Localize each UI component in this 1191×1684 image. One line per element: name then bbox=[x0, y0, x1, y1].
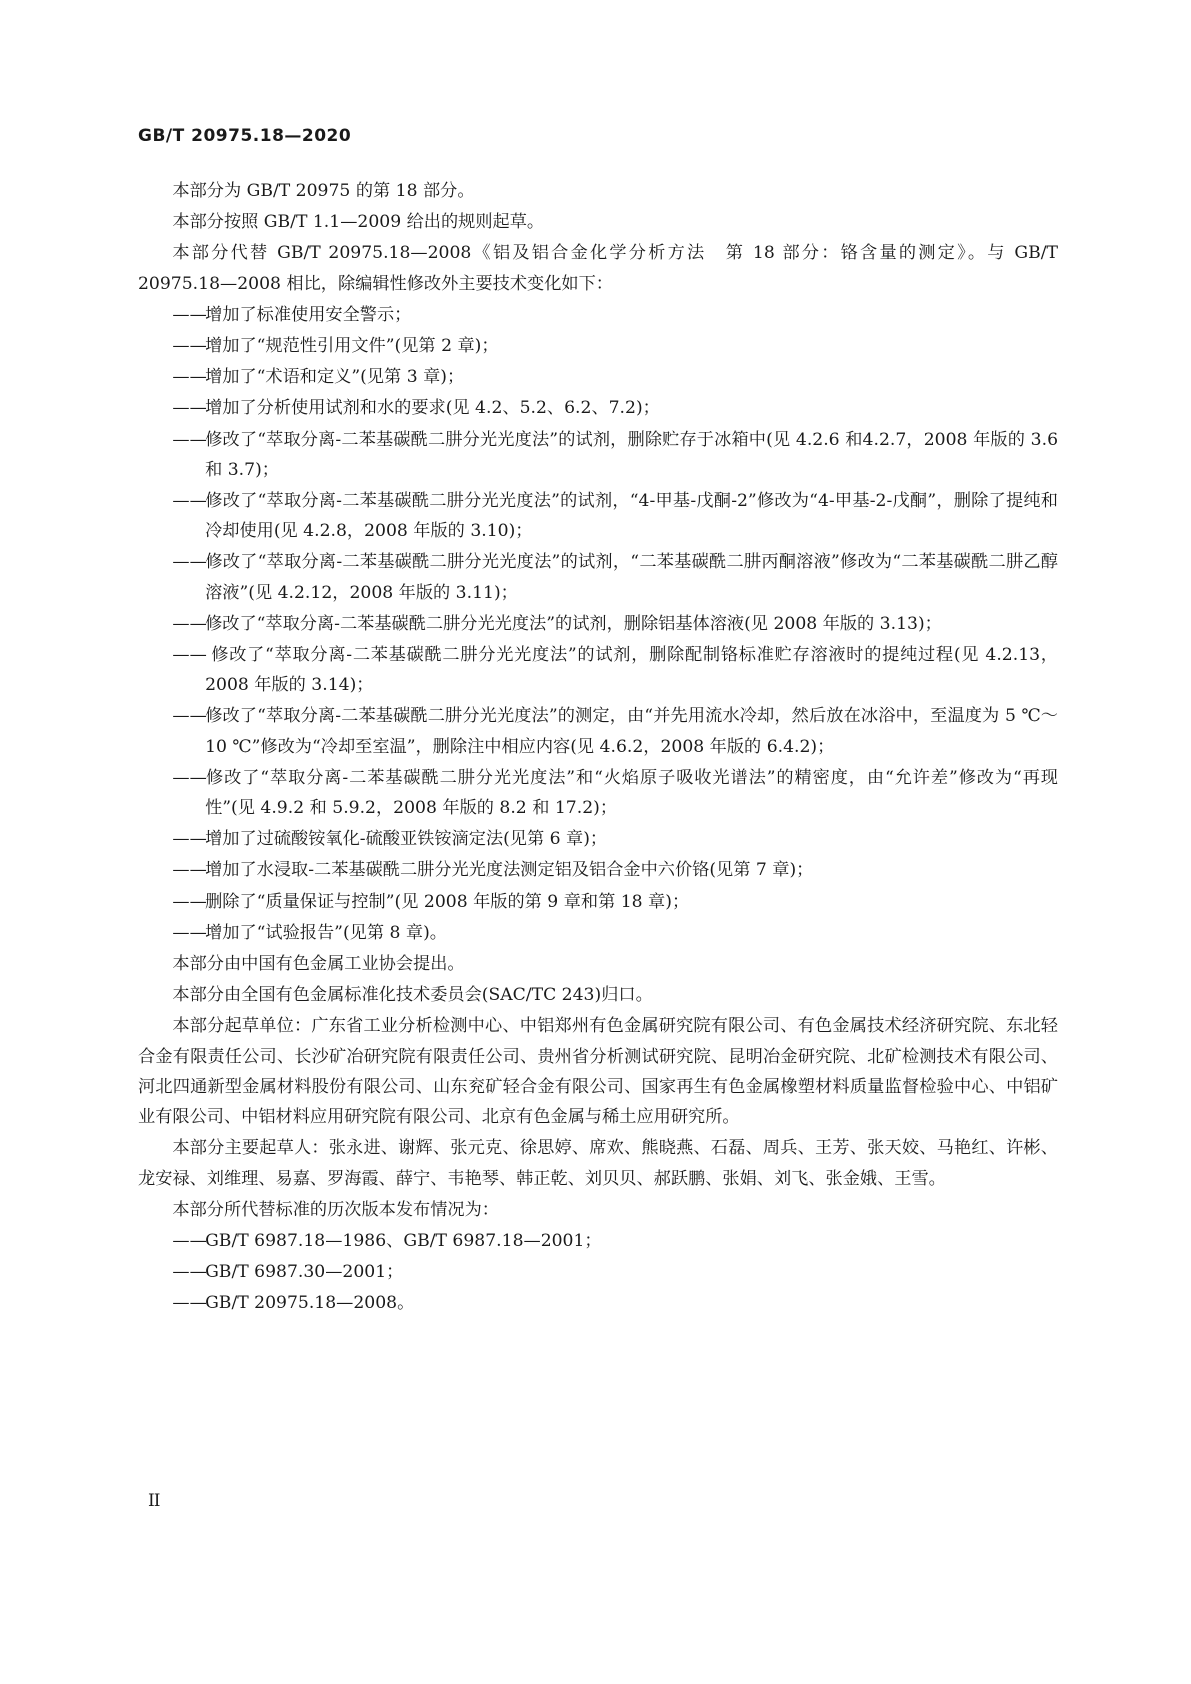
list-item-text: 增加了水浸取-二苯基碳酰二肼分光光度法测定铝及铝合金中六价铬(见第 7 章)； bbox=[205, 860, 814, 881]
list-item bbox=[138, 701, 1058, 761]
paragraph-replacement-statement: 本部分代替 GB/T 20975.18—2008《铝及铝合金化学分析方法 第 18 部分：铬含量的测定》。与 GB/T 20975.18—2008 相比，除编辑性修改外主要技术变化如下： bbox=[138, 243, 1058, 294]
paragraph-proposer: 本部分由中国有色金属工业协会提出。 bbox=[172, 954, 465, 975]
paragraph-history-intro: 本部分所代替标准的历次版本发布情况为： bbox=[172, 1199, 499, 1220]
list-dash: —— bbox=[172, 1230, 207, 1251]
list-item-text: 增加了“试验报告”(见第 8 章)。 bbox=[205, 922, 447, 943]
list-dash: —— bbox=[172, 398, 207, 419]
list-item bbox=[138, 393, 1058, 423]
list-dash: —— bbox=[172, 645, 207, 666]
list-item bbox=[138, 1226, 1058, 1256]
list-dash: —— bbox=[172, 367, 207, 388]
list-dash: —— bbox=[172, 336, 207, 357]
paragraph-technical-committee: 本部分由全国有色金属标准化技术委员会(SAC/TC 243)归口。 bbox=[172, 985, 653, 1006]
list-item-text: 增加了标准使用安全警示； bbox=[205, 304, 412, 325]
list-item bbox=[138, 824, 1058, 854]
list-item bbox=[138, 918, 1058, 948]
technical-changes-list bbox=[138, 300, 1058, 948]
list-item bbox=[138, 425, 1058, 485]
list-item-text: 修改了“萃取分离-二苯基碳酰二肼分光光度法”的试剂，删除铝基体溶液(见 2008 年版的 3.13)； bbox=[205, 613, 942, 634]
paragraph-drafting-organizations: 本部分起草单位：广东省工业分析检测中心、中铝郑州有色金属研究院有限公司、有色金属技术经济研究院、东北轻合金有限责任公司、长沙矿冶研究院有限责任公司、贵州省分析测试研究院、昆明冶金研究院、北矿检测技术有限公司、河北四通新型金属材料股份有限公司、山东兖矿轻合金有限公司、国家再生有色金属橡塑材料质量监督检验中心、中铝矿业有限公司、中铝材料应用研究院有限公司、北京有色金属与稀土应用研究所。 bbox=[138, 1016, 1058, 1128]
list-item bbox=[138, 300, 1058, 330]
list-dash: —— bbox=[172, 304, 207, 325]
list-item bbox=[138, 1288, 1058, 1318]
list-dash: —— bbox=[172, 829, 207, 850]
list-dash: —— bbox=[172, 429, 207, 450]
list-dash: —— bbox=[172, 860, 207, 881]
list-item-text: GB/T 6987.30—2001； bbox=[205, 1262, 404, 1283]
list-item bbox=[138, 1257, 1058, 1287]
list-dash: —— bbox=[172, 1262, 207, 1283]
list-item-text: 修改了“萃取分离-二苯基碳酰二肼分光光度法”的试剂，删除贮存于冰箱中(见 4.2.6 和4.2.7，2008 年版的 3.6 和 3.7)； bbox=[205, 429, 1058, 480]
list-item bbox=[138, 763, 1058, 823]
list-item-text: GB/T 20975.18—2008。 bbox=[205, 1293, 415, 1314]
list-item-text: 增加了“规范性引用文件”(见第 2 章)； bbox=[205, 336, 499, 357]
list-dash: —— bbox=[172, 613, 207, 634]
list-dash: —— bbox=[172, 922, 207, 943]
list-dash: —— bbox=[172, 1293, 207, 1314]
list-item bbox=[138, 609, 1058, 639]
list-item-text: 修改了“萃取分离-二苯基碳酰二肼分光光度法”的试剂，删除配制铬标准贮存溶液时的提纯过程(见 4.2.13，2008 年版的 3.14)； bbox=[205, 645, 1058, 696]
list-dash: —— bbox=[172, 491, 207, 512]
list-item bbox=[138, 331, 1058, 361]
list-item-text: 删除了“质量保证与控制”(见 2008 年版的第 9 章和第 18 章)； bbox=[205, 891, 690, 912]
list-item bbox=[138, 855, 1058, 885]
list-item bbox=[138, 486, 1058, 546]
list-item bbox=[138, 547, 1058, 607]
list-dash: —— bbox=[172, 891, 207, 912]
foreword-body bbox=[138, 176, 1058, 1320]
paragraph-drafters: 本部分主要起草人：张永进、谢辉、张元克、徐思婷、席欢、熊晓燕、石磊、周兵、王芳、张天姣、马艳红、许彬、龙安禄、刘维理、易嘉、罗海霞、薛宁、韦艳琴、韩正乾、刘贝贝、郝跃鹏、张娟、刘飞、张金娥、王雪。 bbox=[138, 1138, 1058, 1189]
list-dash: —— bbox=[172, 706, 207, 727]
list-item bbox=[138, 887, 1058, 917]
list-item bbox=[138, 640, 1058, 700]
list-item-text: 增加了过硫酸铵氧化-硫酸亚铁铵滴定法(见第 6 章)； bbox=[205, 829, 608, 850]
list-item-text: 修改了“萃取分离-二苯基碳酰二肼分光光度法”和“火焰原子吸收光谱法”的精密度，由“允许差”修改为“再现性”(见 4.9.2 和 5.9.2，2008 年版的 8.2 和 17.2)； bbox=[205, 767, 1058, 819]
list-item-text: 修改了“萃取分离-二苯基碳酰二肼分光光度法”的测定，由“并先用流水冷却，然后放在冰浴中，至温度为 5 ℃～10 ℃”修改为“冷却至室温”，删除注中相应内容(见 4.6.2，2008 年版的 6.4.2)； bbox=[205, 706, 1058, 757]
document-header-standard-number: GB/T 20975.18—2020 bbox=[138, 126, 352, 146]
page-number: II bbox=[148, 1491, 160, 1511]
paragraph-drafting-rules: 本部分按照 GB/T 1.1—2009 给出的规则起草。 bbox=[172, 212, 545, 233]
paragraph-part-statement: 本部分为 GB/T 20975 的第 18 部分。 bbox=[172, 181, 475, 201]
list-dash: —— bbox=[172, 767, 207, 788]
list-item-text: 修改了“萃取分离-二苯基碳酰二肼分光光度法”的试剂，“二苯基碳酰二肼丙酮溶液”修改为“二苯基碳酰二肼乙醇溶液”(见 4.2.12，2008 年版的 3.11)； bbox=[205, 552, 1058, 603]
list-item-text: 增加了分析使用试剂和水的要求(见 4.2、5.2、6.2、7.2)； bbox=[205, 398, 660, 419]
list-dash: —— bbox=[172, 552, 207, 573]
list-item-text: 修改了“萃取分离-二苯基碳酰二肼分光光度法”的试剂，“4-甲基-戊酮-2”修改为“4-甲基-2-戊酮”，删除了提纯和冷却使用(见 4.2.8，2008 年版的 3.10)； bbox=[205, 491, 1058, 542]
list-item-text: GB/T 6987.18—1986、GB/T 6987.18—2001； bbox=[205, 1230, 602, 1251]
list-item bbox=[138, 362, 1058, 392]
version-history-list bbox=[138, 1226, 1058, 1319]
list-item-text: 增加了“术语和定义”(见第 3 章)； bbox=[205, 367, 465, 388]
